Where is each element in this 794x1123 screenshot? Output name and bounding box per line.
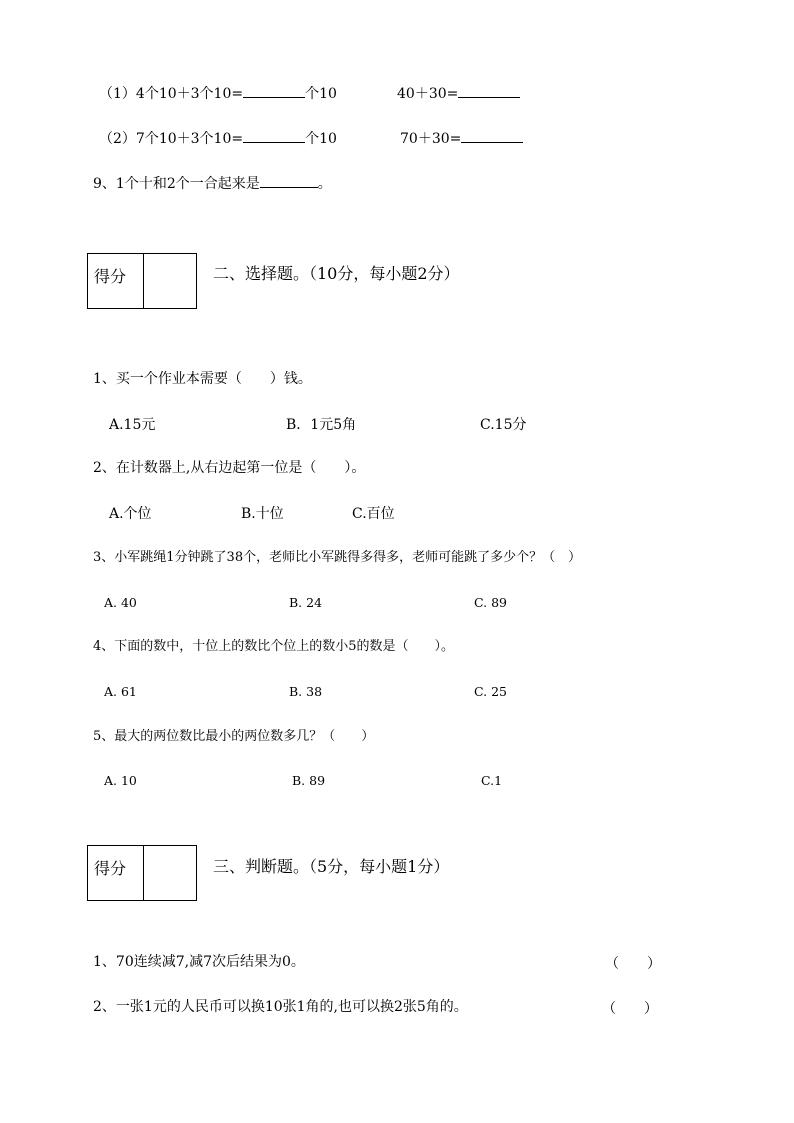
judge-question-1: 1、70连续减7,减7次后结果为0。 bbox=[93, 954, 305, 970]
answer-blank[interactable] bbox=[458, 83, 520, 98]
option-b[interactable]: B. 89 bbox=[292, 773, 326, 788]
option-c[interactable]: C.15分 bbox=[480, 417, 527, 433]
fill-in-question-9 bbox=[93, 173, 332, 193]
choice-question-5: 5、最大的两位数比最小的两位数多几？（ ） bbox=[93, 729, 375, 744]
option-c[interactable]: C. 25 bbox=[474, 684, 507, 699]
answer-blank[interactable] bbox=[243, 83, 305, 98]
question-text: 个10 bbox=[305, 86, 337, 102]
score-entry[interactable] bbox=[144, 846, 196, 900]
option-a[interactable]: A. 10 bbox=[104, 773, 137, 788]
score-box bbox=[87, 253, 197, 309]
question-text: （2）7个10＋3个10= bbox=[99, 131, 244, 147]
answer-parentheses[interactable]: （ ） bbox=[602, 1001, 658, 1017]
option-c[interactable]: C.1 bbox=[481, 773, 503, 788]
choice-question-1: 1、买一个作业本需要（ ）钱。 bbox=[93, 371, 312, 387]
option-c[interactable]: C. 89 bbox=[474, 595, 507, 610]
score-label: 得分 bbox=[88, 846, 144, 900]
section-title: 二、选择题。（10分，每小题2分） bbox=[213, 264, 460, 283]
choice-question-2: 2、在计数器上,从右边起第一位是（ ）。 bbox=[93, 460, 366, 476]
answer-parentheses[interactable]: （ ） bbox=[605, 956, 661, 972]
option-a[interactable]: A.个位 bbox=[109, 506, 152, 522]
choice-question-3: 3、小军跳绳1分钟跳了38个，老师比小军跳得多得多，老师可能跳了多少个？（ ） bbox=[93, 550, 582, 565]
option-b[interactable]: B. 38 bbox=[289, 684, 323, 699]
section-title: 三、判断题。（5分，每小题1分） bbox=[213, 857, 450, 876]
score-entry[interactable] bbox=[144, 254, 196, 308]
fill-in-question-1 bbox=[99, 83, 337, 103]
fill-in-question-2 bbox=[99, 128, 337, 148]
answer-blank[interactable] bbox=[461, 128, 523, 143]
sum-text: 70＋30= bbox=[400, 131, 462, 147]
question-end: 。 bbox=[317, 176, 332, 192]
fill-in-sum-1 bbox=[397, 83, 520, 103]
answer-blank[interactable] bbox=[243, 128, 305, 143]
question-text: 9、1个十和2个一合起来是 bbox=[93, 176, 260, 192]
option-b[interactable]: B．1元5角 bbox=[286, 417, 357, 433]
judge-question-2: 2、一张1元的人民币可以换10张1角的,也可以换2张5角的。 bbox=[93, 999, 468, 1015]
question-text: 个10 bbox=[305, 131, 337, 147]
score-label: 得分 bbox=[88, 254, 144, 308]
question-text: （1）4个10＋3个10= bbox=[99, 86, 244, 102]
option-a[interactable]: A. 61 bbox=[104, 684, 137, 699]
option-c[interactable]: C.百位 bbox=[352, 506, 395, 522]
option-a[interactable]: A.15元 bbox=[109, 417, 156, 433]
choice-question-4: 4、下面的数中，十位上的数比个位上的数小5的数是（ ）。 bbox=[93, 639, 455, 654]
sum-text: 40＋30= bbox=[397, 86, 459, 102]
score-box bbox=[87, 845, 197, 901]
answer-blank[interactable] bbox=[260, 173, 318, 188]
option-b[interactable]: B.十位 bbox=[241, 506, 284, 522]
option-a[interactable]: A. 40 bbox=[104, 595, 137, 610]
fill-in-sum-2 bbox=[400, 128, 523, 148]
option-b[interactable]: B. 24 bbox=[289, 595, 323, 610]
